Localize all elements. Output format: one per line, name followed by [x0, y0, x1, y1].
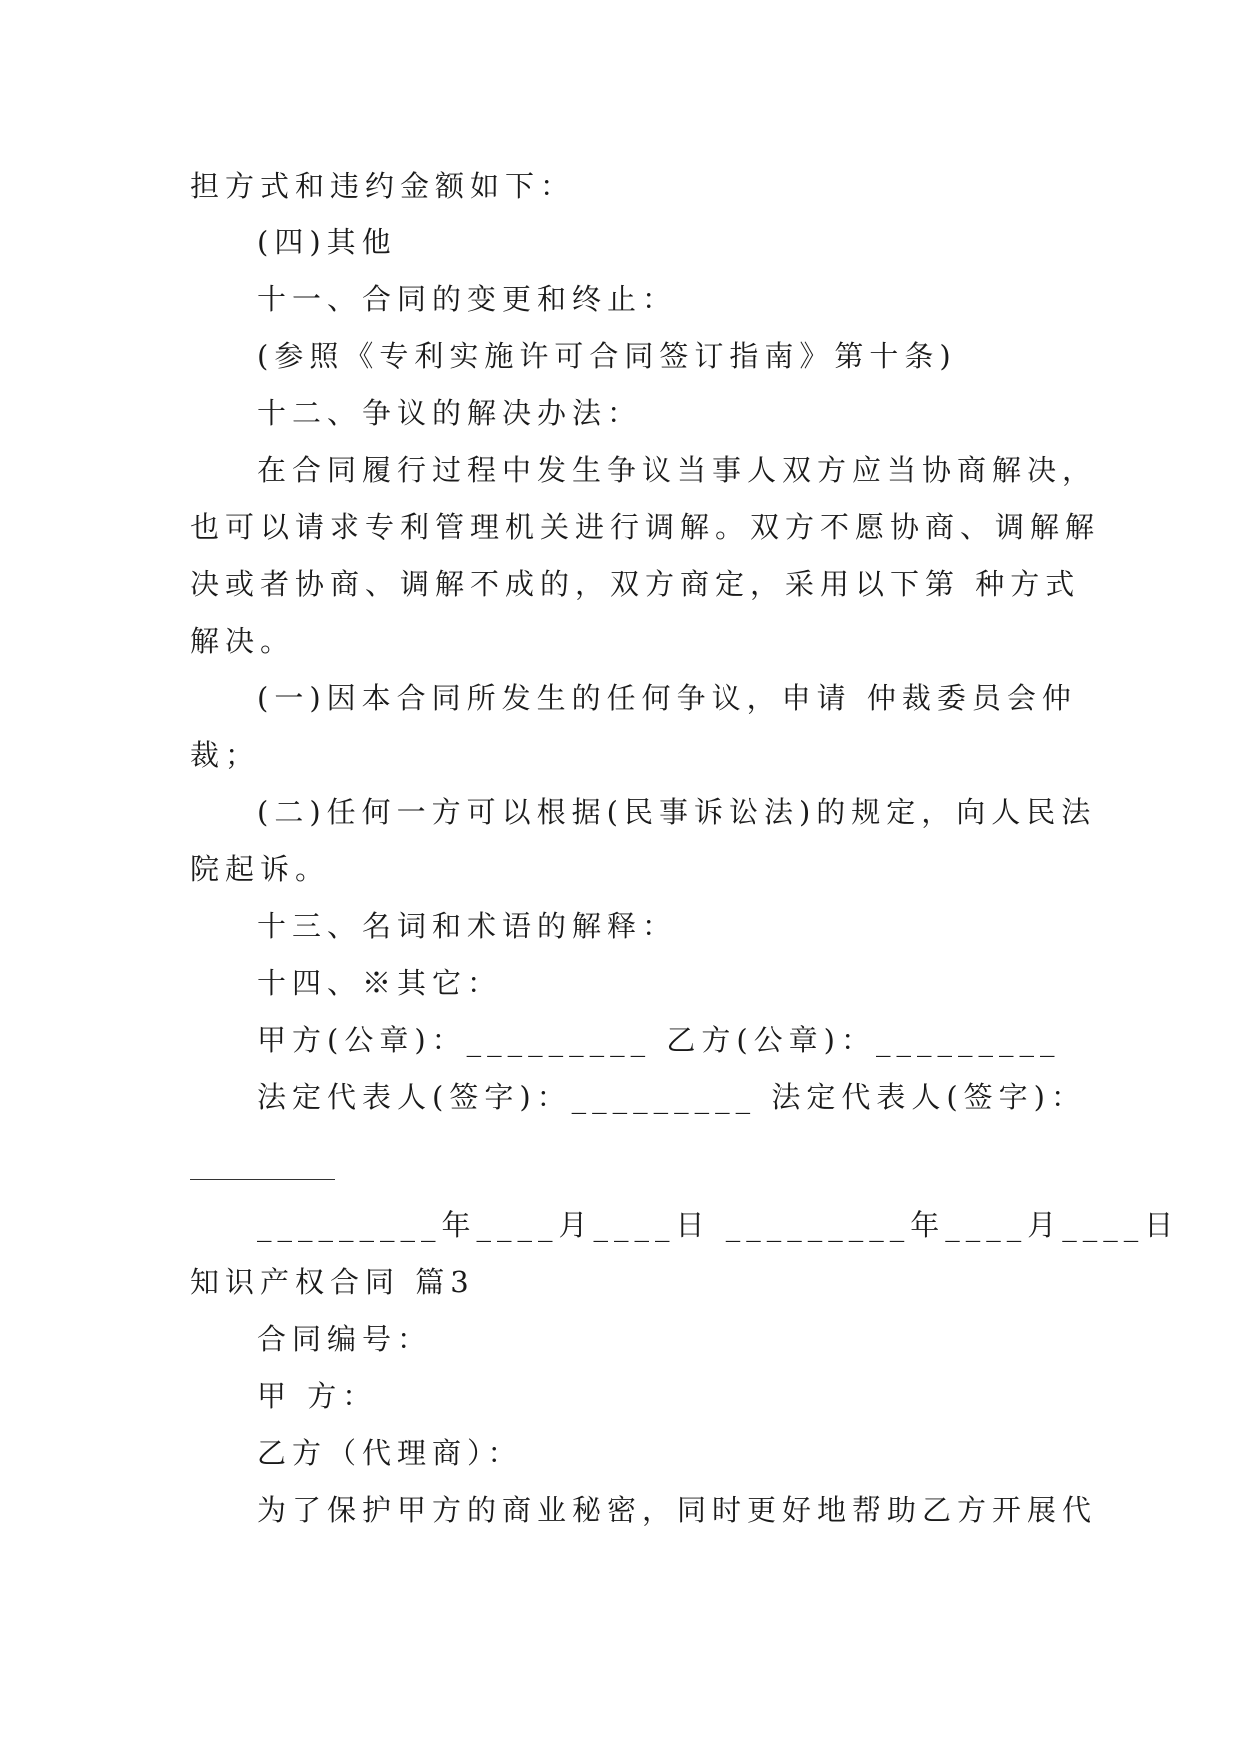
clause-one-arbitration: (一)因本合同所发生的任何争议，申请 仲裁委员会仲 — [257, 681, 1077, 715]
clause-four-other: (四)其他 — [257, 225, 397, 259]
date-line: _________年____月____日 _________年____月____日 — [257, 1208, 1180, 1242]
section-eleven-reference: (参照《专利实施许可合同签订指南》第十条) — [257, 339, 957, 373]
paragraph-line: 担方式和违约金额如下： — [190, 169, 576, 203]
paragraph-line: 也可以请求专利管理机关进行调解。双方不愿协商、调解解 — [190, 510, 1101, 544]
paragraph-line: 解决。 — [190, 624, 296, 658]
section-eleven-heading: 十一、合同的变更和终止： — [257, 282, 678, 316]
section-twelve-heading: 十二、争议的解决办法： — [257, 396, 643, 430]
legal-representative-line: 法定代表人(签字)：_________ 法定代表人(签字)： — [257, 1080, 1086, 1114]
contract-number-label: 合同编号： — [257, 1322, 433, 1356]
paragraph-line: 裁； — [190, 738, 261, 772]
party-seal-line: 甲方(公章)：_________ 乙方(公章)：_________ — [257, 1023, 1061, 1057]
paragraph-line: 在合同履行过程中发生争议当事人双方应当协商解决， — [257, 453, 1098, 487]
party-b-label: 乙方（代理商）： — [257, 1436, 523, 1470]
clause-two-litigation: (二)任何一方可以根据(民事诉讼法)的规定，向人民法 — [257, 795, 1097, 829]
signature-blank-line — [190, 1179, 335, 1180]
section-title: 知识产权合同 篇3 — [190, 1265, 475, 1299]
paragraph-line: 决或者协商、调解不成的，双方商定，采用以下第 种方式 — [190, 567, 1081, 601]
section-thirteen-heading: 十三、名词和术语的解释： — [257, 909, 678, 943]
paragraph-line: 院起诉。 — [190, 852, 331, 886]
party-a-label: 甲 方： — [257, 1379, 378, 1413]
paragraph-line: 为了保护甲方的商业秘密，同时更好地帮助乙方开展代 — [257, 1493, 1098, 1527]
section-fourteen-heading: 十四、※其它： — [257, 966, 503, 1000]
